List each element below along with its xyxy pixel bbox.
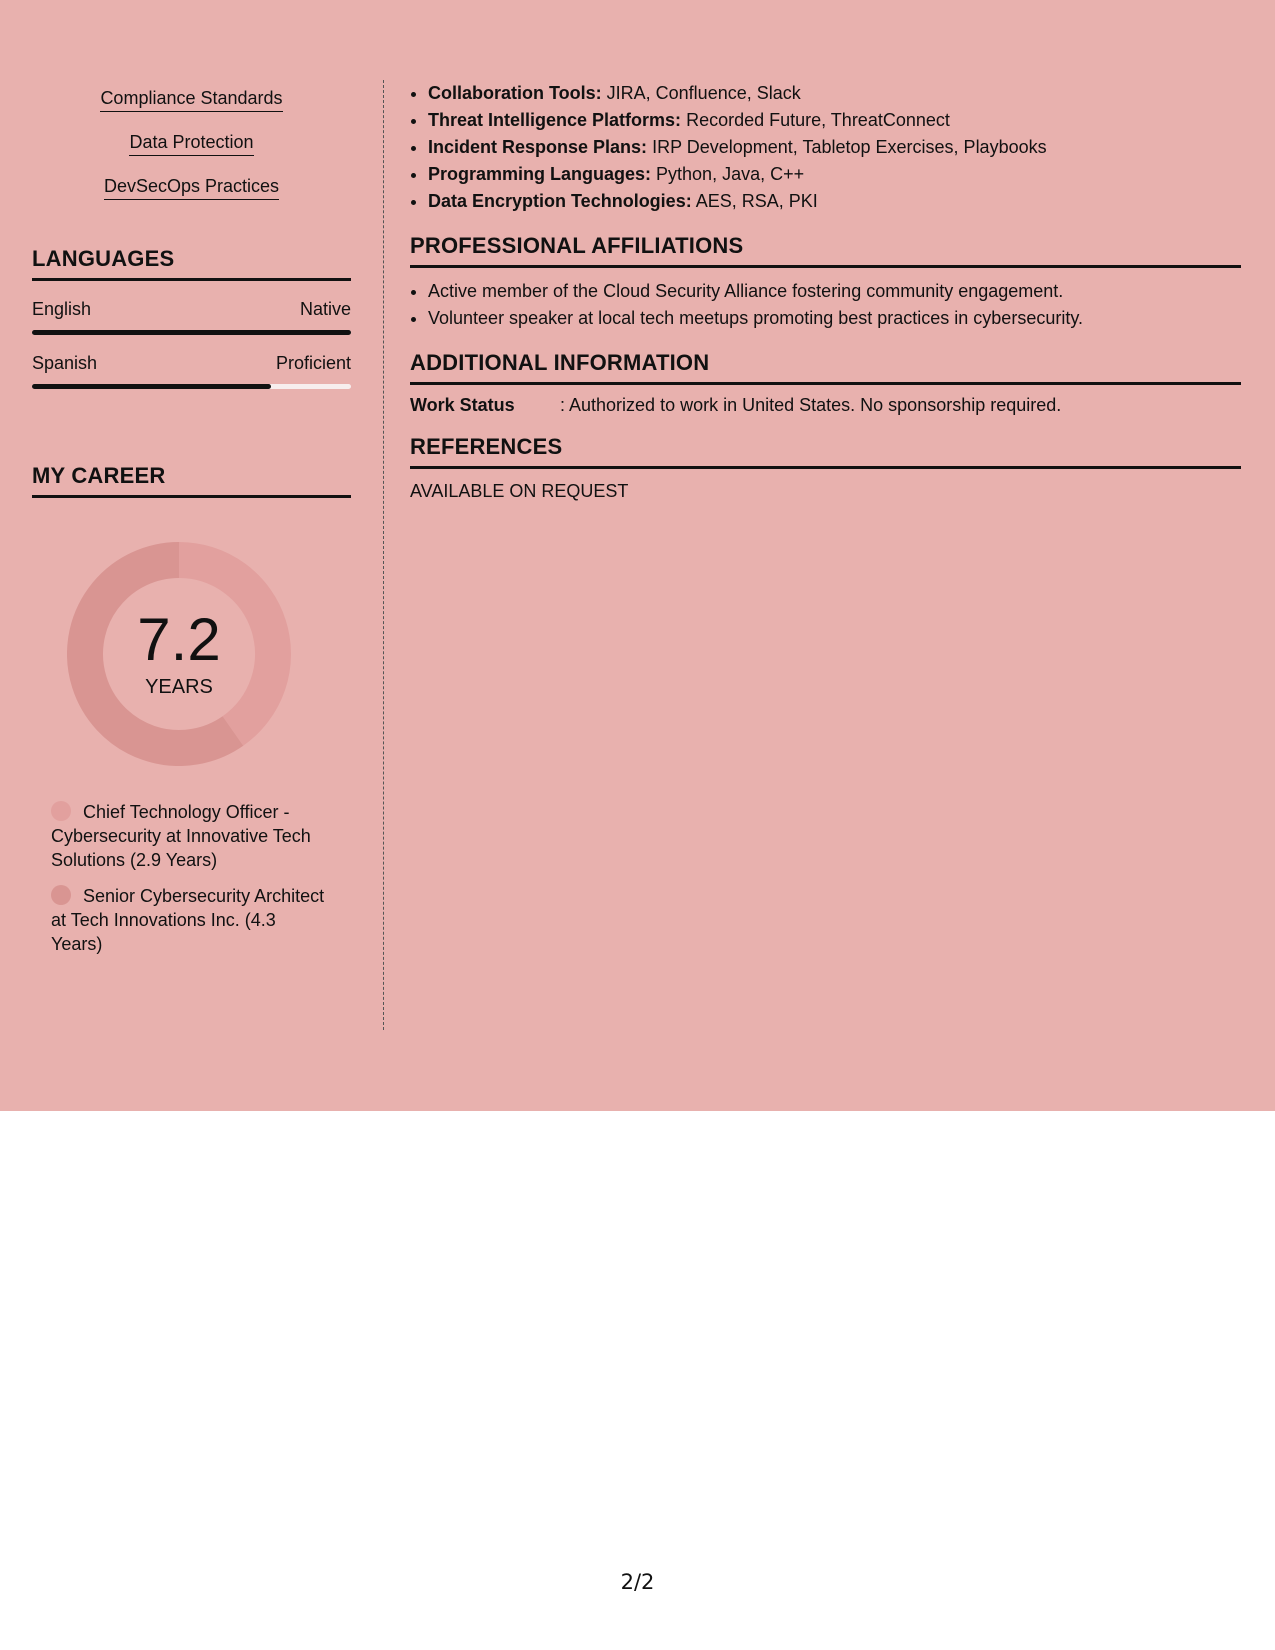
list-item: • Volunteer speaker at local tech meetups promoting best practices in cybersecurity. xyxy=(428,305,1241,332)
career-donut-chart xyxy=(67,542,291,766)
legend-dot xyxy=(51,885,71,905)
languages-heading: LANGUAGES xyxy=(32,246,351,281)
legend-dot xyxy=(51,801,71,821)
career-legend-label: Chief Technology Officer - Cybersecurity at Innovative Tech Solutions (2.9 Years) xyxy=(51,802,311,870)
career-legend-item xyxy=(51,800,331,872)
career-heading: MY CAREER xyxy=(32,463,351,498)
references-heading: REFERENCES xyxy=(410,434,1241,469)
list-item: • Data Encryption Technologies: AES, RSA, PKI xyxy=(428,188,1241,215)
skill-tag-devsecops-practices[interactable]: DevSecOps Practices xyxy=(104,176,279,200)
column-divider xyxy=(383,80,384,1030)
career-total-value: 7.2 xyxy=(137,606,221,673)
career-legend xyxy=(51,800,331,956)
affiliations-heading: PROFESSIONAL AFFILIATIONS xyxy=(410,233,1241,268)
additional-info-heading: ADDITIONAL INFORMATION xyxy=(410,350,1241,385)
career-legend-label: Senior Cybersecurity Architect at Tech Innovations Inc. (4.3 Years) xyxy=(51,886,325,954)
affiliations-list xyxy=(410,278,1241,332)
list-item: • Programming Languages: Python, Java, C++ xyxy=(428,161,1241,188)
list-item: • Threat Intelligence Platforms: Recorded Future, ThreatConnect xyxy=(428,107,1241,134)
work-status-row xyxy=(410,395,1241,416)
left-column xyxy=(32,80,351,968)
language-bar-fill xyxy=(32,330,351,335)
language-name: English xyxy=(32,299,92,319)
skill-tag-compliance-standards[interactable]: Compliance Standards xyxy=(100,88,282,112)
language-row-english xyxy=(32,299,351,335)
work-status-label: Work Status xyxy=(410,395,515,415)
language-name: Spanish xyxy=(32,353,98,373)
language-bar xyxy=(32,330,351,335)
career-total-unit: YEARS xyxy=(145,676,213,698)
career-legend-item xyxy=(51,884,331,956)
skill-tag-data-protection[interactable]: Data Protection xyxy=(129,132,253,156)
skill-tags xyxy=(32,80,351,212)
references-text: AVAILABLE ON REQUEST xyxy=(410,481,629,501)
language-level: Proficient xyxy=(275,353,351,373)
language-bar-fill xyxy=(32,384,271,389)
work-status-value: : Authorized to work in United States. No sponsorship required. xyxy=(560,395,1062,415)
skills-list xyxy=(410,80,1241,215)
list-item: • Collaboration Tools: JIRA, Confluence, Slack xyxy=(428,80,1241,107)
list-item: • Incident Response Plans: IRP Development, Tabletop Exercises, Playbooks xyxy=(428,134,1241,161)
language-bar xyxy=(32,384,351,389)
page-number: 2/2 xyxy=(620,1570,655,1594)
right-column xyxy=(410,80,1241,502)
list-item: • Active member of the Cloud Security Alliance fostering community engagement. xyxy=(428,278,1241,305)
language-level: Native xyxy=(299,299,351,319)
language-row-spanish xyxy=(32,353,351,389)
